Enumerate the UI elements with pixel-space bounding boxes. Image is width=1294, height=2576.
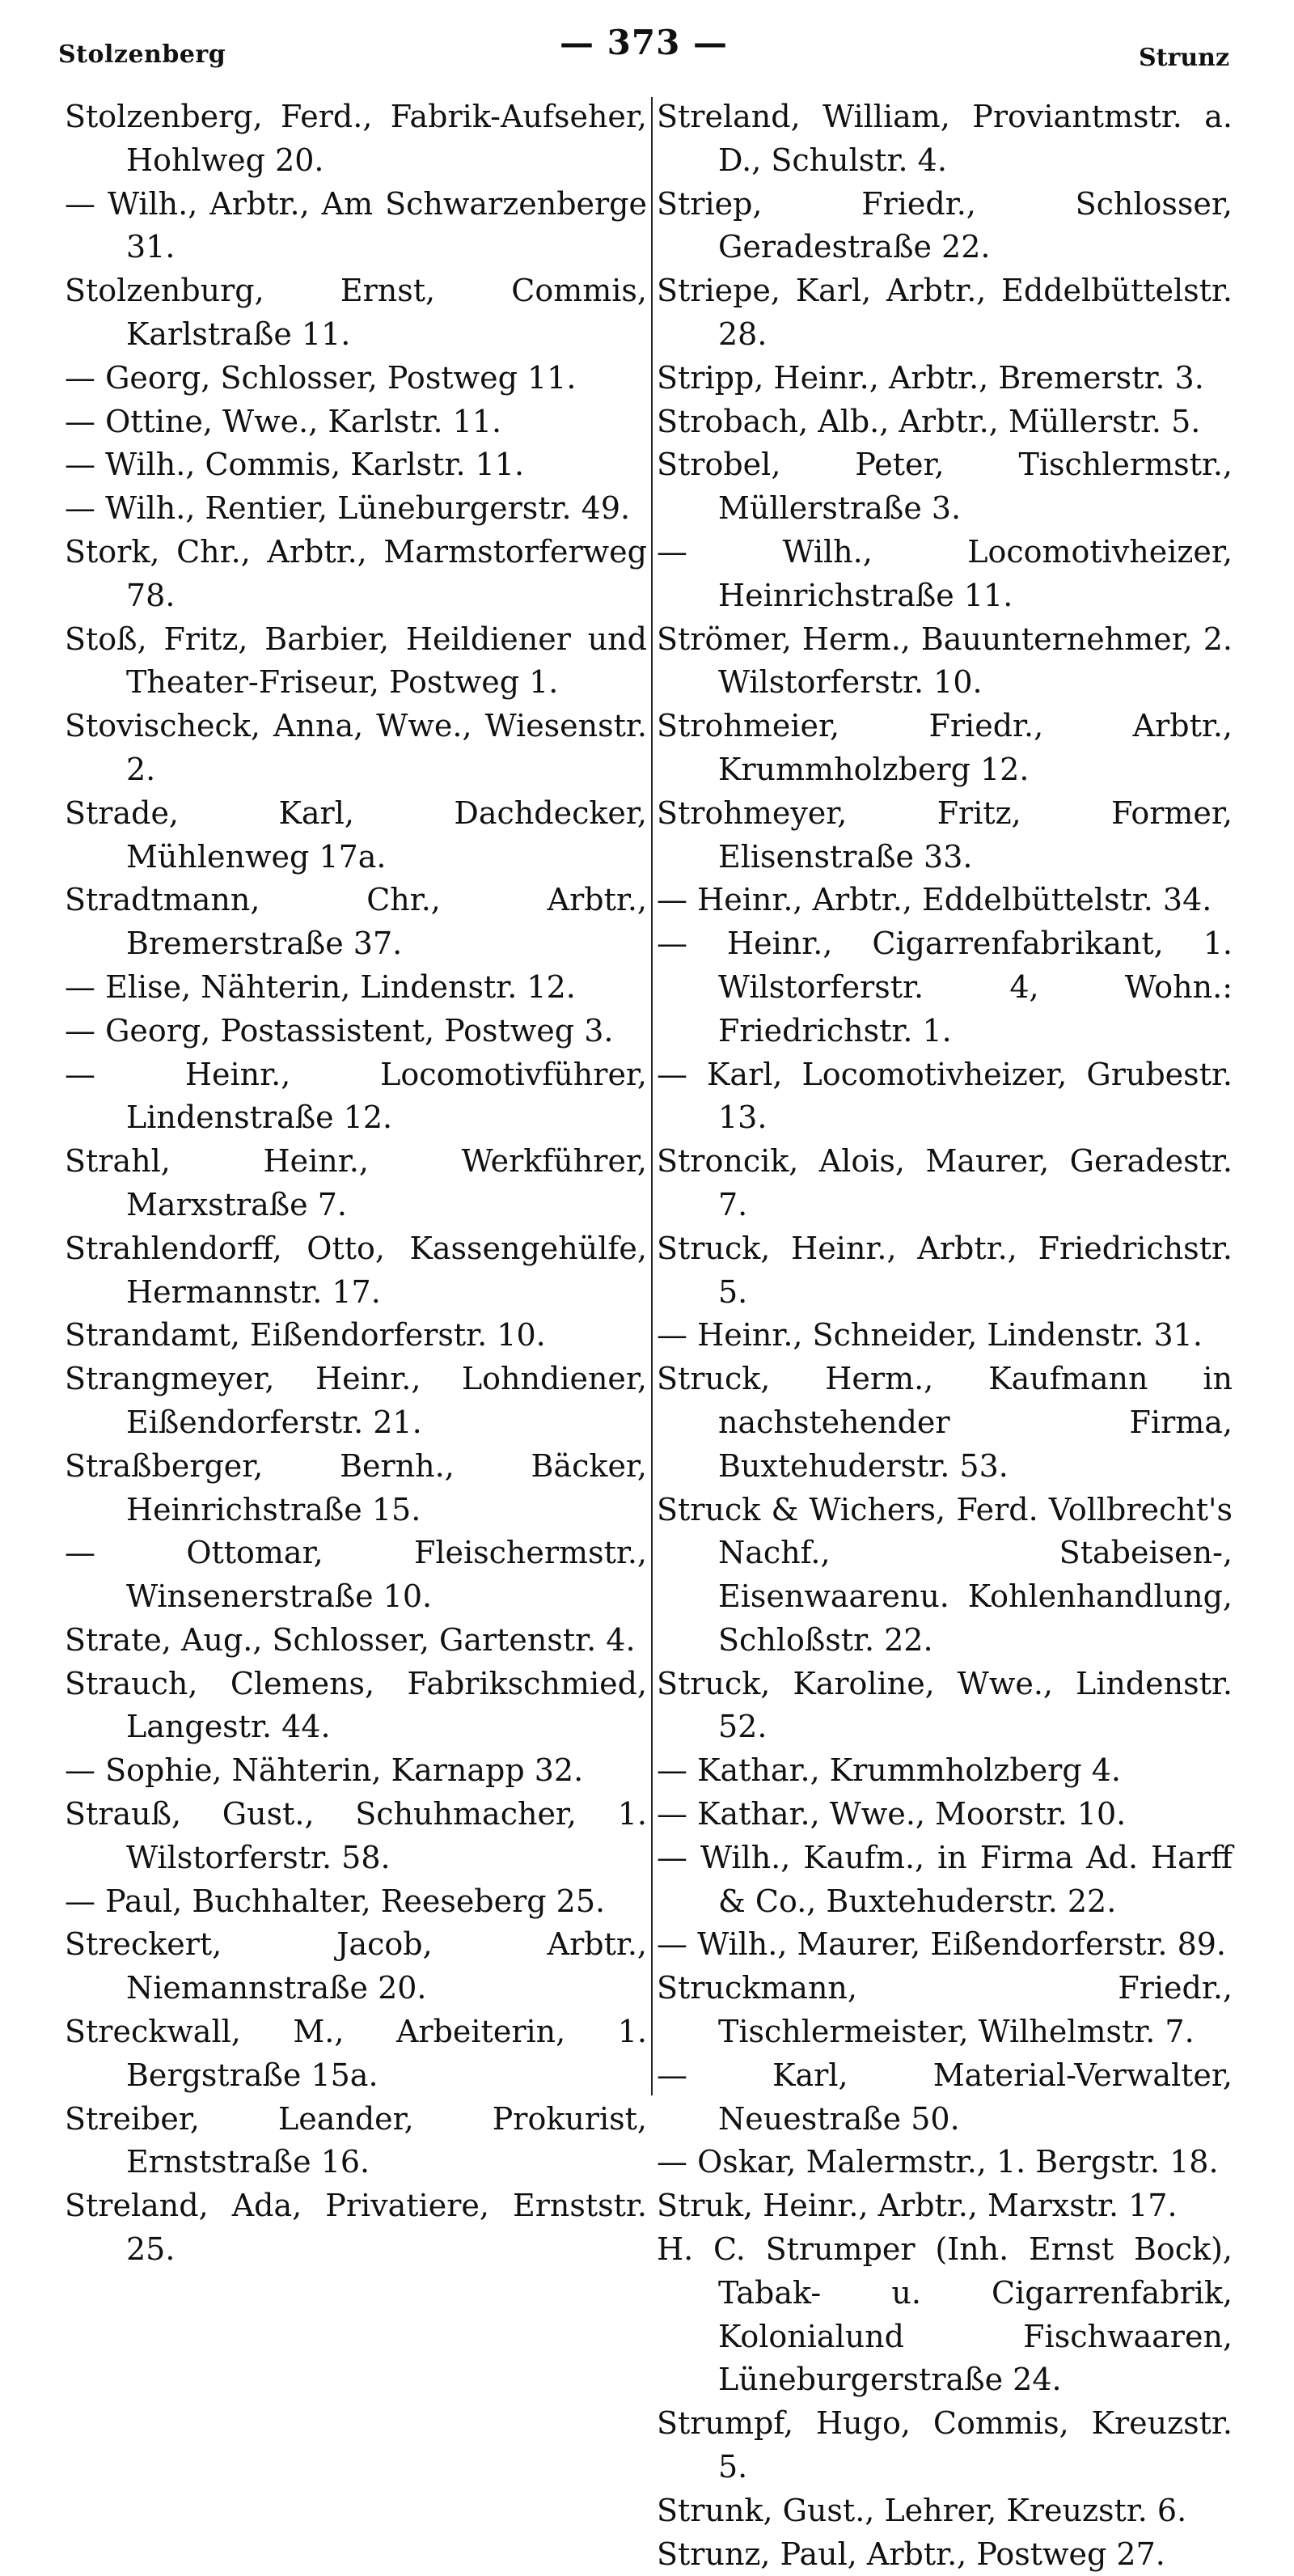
left-column [65, 95, 647, 2268]
directory-entry: Strauß, Gust., Schuhmacher, 1. Wilstorferstr. 58. [65, 1796, 647, 1875]
running-head-left: Stolzenberg [58, 40, 226, 69]
directory-entry: Strumpf, Hugo, Commis, Kreuzstr. 5. [657, 2405, 1233, 2485]
directory-entry: Striep, Friedr., Schlosser, Geradestraße 22. [657, 185, 1233, 265]
directory-entry: — Heinr., Arbtr., Eddelbüttelstr. 34. [657, 882, 1212, 918]
directory-entry: Streckwall, M., Arbeiterin, 1. Bergstraße 15a. [65, 2014, 647, 2093]
directory-entry: Strömer, Herm., Bauunternehmer, 2. Wilstorferstr. 10. [657, 621, 1233, 701]
directory-entry: Struck, Karoline, Wwe., Lindenstr. 52. [657, 1665, 1233, 1745]
directory-entry: Strohmeier, Friedr., Arbtr., Krummholzberg 12. [657, 708, 1233, 787]
directory-entry: — Kathar., Wwe., Moorstr. 10. [657, 1796, 1127, 1832]
directory-entry: H. C. Strumper (Inh. Ernst Bock), Tabak- u. Cigarrenfabrik, Kolonialund Fischwaaren, Lüneburgerstraße 24. [657, 2231, 1233, 2398]
directory-entry: Strangmeyer, Heinr., Lohndiener, Eißendorferstr. 21. [65, 1361, 647, 1440]
directory-entry: Strunz, Paul, Arbtr., Postweg 27. [657, 2536, 1165, 2572]
directory-entry: — Georg, Schlosser, Postweg 11. [65, 359, 577, 396]
directory-entry: — Kathar., Krummholzberg 4. [657, 1752, 1122, 1789]
directory-entry: — Sophie, Nähterin, Karnapp 32. [65, 1752, 584, 1789]
directory-entry: — Georg, Postassistent, Postweg 3. [65, 1012, 614, 1049]
directory-entry: — Wilh., Rentier, Lüneburgerstr. 49. [65, 490, 631, 527]
directory-entry: Streland, Ada, Privatiere, Ernststr. 25. [65, 2188, 647, 2268]
directory-entry: — Karl, Material-Verwalter, Neuestraße 50. [657, 2057, 1233, 2137]
directory-entry: Strunk, Gust., Lehrer, Kreuzstr. 6. [657, 2492, 1187, 2528]
directory-entry: — Oskar, Malermstr., 1. Bergstr. 18. [657, 2144, 1219, 2180]
directory-entry: — Elise, Nähterin, Lindenstr. 12. [65, 968, 576, 1005]
directory-entry: Struck, Herm., Kaufmann in nachstehender Firma, Buxtehuderstr. 53. [657, 1361, 1233, 1484]
directory-entry: — Ottomar, Fleischermstr., Winsenerstraße 10. [65, 1535, 647, 1615]
directory-entry: — Paul, Buchhalter, Reeseberg 25. [65, 1883, 606, 1919]
directory-entry: Strade, Karl, Dachdecker, Mühlenweg 17a. [65, 794, 647, 875]
page-number: — 373 — [560, 23, 728, 62]
directory-entry: — Wilh., Kaufm., in Firma Ad. Harff & Co., Buxtehuderstr. 22. [657, 1839, 1233, 1919]
directory-entry: Stovischeck, Anna, Wwe., Wiesenstr. 2. [65, 708, 647, 787]
directory-entry: Strahl, Heinr., Werkführer, Marxstraße 7. [65, 1143, 647, 1222]
directory-entry: Straßberger, Bernh., Bäcker, Heinrichstraße 15. [65, 1447, 647, 1527]
directory-entry: Stork, Chr., Arbtr., Marmstorferweg 78. [65, 533, 647, 613]
directory-entry: Struck & Wichers, Ferd. Vollbrecht's Nachf., Stabeisen-, Eisenwaarenu. Kohlenhandlung, Schloßstr. 22. [657, 1491, 1233, 1658]
directory-entry: Strate, Aug., Schlosser, Gartenstr. 4. [65, 1621, 636, 1658]
directory-entry: — Heinr., Schneider, Lindenstr. 31. [657, 1317, 1203, 1354]
directory-entry: Stroncik, Alois, Maurer, Geradestr. 7. [657, 1143, 1233, 1222]
directory-entry: Struk, Heinr., Arbtr., Marxstr. 17. [657, 2188, 1178, 2224]
directory-entry: Strauch, Clemens, Fabrikschmied, Langestr. 44. [65, 1665, 647, 1745]
directory-entry: — Wilh., Arbtr., Am Schwarzenberge 31. [65, 185, 647, 265]
directory-entry: Streiber, Leander, Prokurist, Ernststraße 16. [65, 2100, 647, 2180]
directory-entry: Stolzenberg, Ferd., Fabrik-Aufseher, Hohlweg 20. [65, 99, 647, 178]
directory-entry: — Wilh., Maurer, Eißendorferstr. 89. [657, 1926, 1227, 1963]
directory-entry: — Wilh., Commis, Karlstr. 11. [65, 447, 525, 483]
directory-entry: Streland, William, Proviantmstr. a. D., Schulstr. 4. [657, 99, 1233, 178]
directory-entry: Strobach, Alb., Arbtr., Müllerstr. 5. [657, 403, 1201, 439]
directory-entry: Stradtmann, Chr., Arbtr., Bremerstraße 37. [65, 882, 647, 962]
directory-entry: Strobel, Peter, Tischlermstr., Müllerstraße 3. [657, 447, 1233, 527]
directory-entry: — Karl, Locomotivheizer, Grubestr. 13. [657, 1056, 1233, 1136]
directory-entry: Strahlendorff, Otto, Kassengehülfe, Hermannstr. 17. [65, 1230, 647, 1310]
directory-entry: Stoß, Fritz, Barbier, Heildiener und Theater-Friseur, Postweg 1. [65, 621, 647, 701]
directory-entry: Striepe, Karl, Arbtr., Eddelbüttelstr. 28. [657, 273, 1233, 352]
directory-entry: — Heinr., Locomotivführer, Lindenstraße 12. [65, 1056, 647, 1136]
page-header [58, 21, 1229, 70]
directory-entry: Strohmeyer, Fritz, Former, Elisenstraße 33. [657, 794, 1233, 875]
directory-entry: Struckmann, Friedr., Tischlermeister, Wilhelmstr. 7. [657, 1970, 1233, 2050]
directory-entry: Strandamt, Eißendorferstr. 10. [65, 1317, 546, 1354]
directory-entry: — Ottine, Wwe., Karlstr. 11. [65, 403, 502, 439]
directory-entry: Struck, Heinr., Arbtr., Friedrichstr. 5. [657, 1230, 1233, 1310]
right-column [657, 95, 1233, 2572]
directory-entry: Stripp, Heinr., Arbtr., Bremerstr. 3. [657, 359, 1204, 396]
directory-entry: — Heinr., Cigarrenfabrikant, 1. Wilstorferstr. 4, Wohn.: Friedrichstr. 1. [657, 926, 1233, 1049]
running-head-right: Strunz [1139, 44, 1229, 72]
column-divider [651, 97, 653, 2095]
directory-entry: Stolzenburg, Ernst, Commis, Karlstraße 11. [65, 273, 647, 352]
directory-entry: — Wilh., Locomotivheizer, Heinrichstraße 11. [657, 533, 1233, 613]
directory-entry: Streckert, Jacob, Arbtr., Niemannstraße 20. [65, 1926, 647, 2006]
